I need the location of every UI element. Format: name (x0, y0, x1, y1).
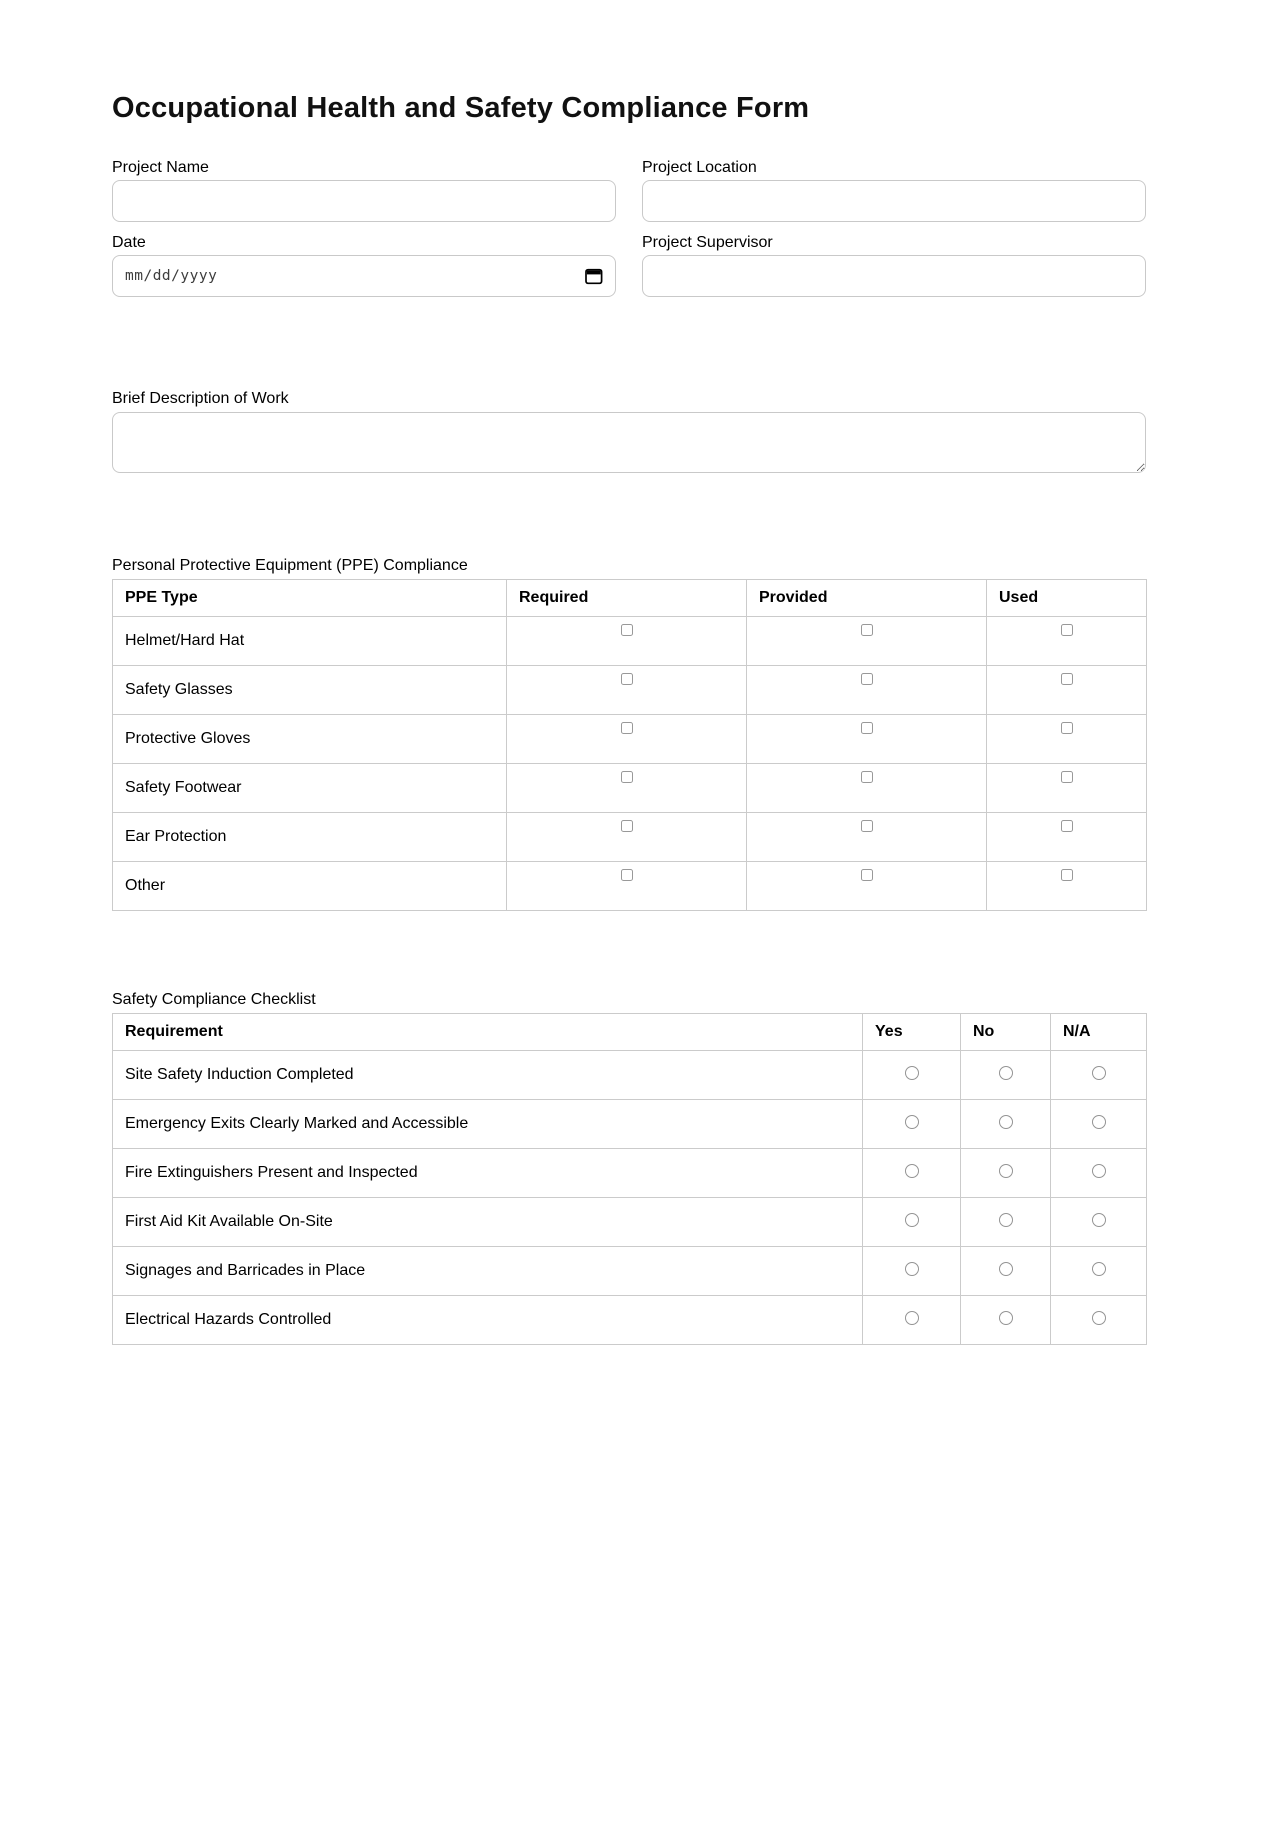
na-radio[interactable] (1092, 1115, 1106, 1129)
yes-radio[interactable] (905, 1115, 919, 1129)
ppe-required-checkbox[interactable] (621, 624, 633, 636)
ppe-section (112, 556, 1146, 911)
requirement-header: Requirement (113, 1014, 863, 1051)
ppe-section-label: Personal Protective Equipment (PPE) Compliance (112, 557, 468, 574)
project-location-field (642, 158, 1146, 222)
checklist-header-row (113, 1014, 1147, 1051)
ppe-type-header: PPE Type (113, 580, 507, 617)
ppe-row (113, 666, 1147, 715)
ppe-required-header: Required (507, 580, 747, 617)
work-description-label: Brief Description of Work (112, 390, 289, 407)
checklist-table (112, 1013, 1147, 1345)
work-description-field (112, 389, 1146, 473)
ppe-required-checkbox[interactable] (621, 722, 633, 734)
ppe-provided-header: Provided (747, 580, 987, 617)
no-radio[interactable] (999, 1213, 1013, 1227)
ppe-provided-checkbox[interactable] (861, 673, 873, 685)
requirement-label: Fire Extinguishers Present and Inspected (113, 1149, 863, 1198)
no-radio[interactable] (999, 1164, 1013, 1178)
ppe-table (112, 579, 1147, 911)
work-description-textarea[interactable] (112, 412, 1146, 473)
checklist-row (113, 1149, 1147, 1198)
yes-radio[interactable] (905, 1262, 919, 1276)
ppe-row (113, 862, 1147, 911)
ppe-provided-checkbox[interactable] (861, 771, 873, 783)
ppe-required-checkbox[interactable] (621, 820, 633, 832)
no-radio[interactable] (999, 1115, 1013, 1129)
ppe-used-header: Used (987, 580, 1147, 617)
checklist-row (113, 1247, 1147, 1296)
ppe-type-label: Safety Footwear (113, 764, 507, 813)
ppe-type-label: Other (113, 862, 507, 911)
checklist-row (113, 1051, 1147, 1100)
no-header: No (961, 1014, 1051, 1051)
requirement-label: Signages and Barricades in Place (113, 1247, 863, 1296)
ppe-header-row (113, 580, 1147, 617)
project-location-input[interactable] (642, 180, 1146, 222)
ppe-provided-checkbox[interactable] (861, 820, 873, 832)
ppe-required-checkbox[interactable] (621, 673, 633, 685)
ppe-required-checkbox[interactable] (621, 869, 633, 881)
checklist-row (113, 1198, 1147, 1247)
project-supervisor-input[interactable] (642, 255, 1146, 297)
checklist-section-label: Safety Compliance Checklist (112, 991, 316, 1008)
no-radio[interactable] (999, 1311, 1013, 1325)
yes-radio[interactable] (905, 1164, 919, 1178)
ppe-used-checkbox[interactable] (1061, 820, 1073, 832)
checklist-row (113, 1100, 1147, 1149)
checklist-row (113, 1296, 1147, 1345)
date-input[interactable] (112, 255, 616, 297)
project-supervisor-label: Project Supervisor (642, 234, 773, 251)
page-title: Occupational Health and Safety Compliance Form (112, 92, 810, 124)
project-info-grid (112, 158, 1146, 308)
yes-radio[interactable] (905, 1066, 919, 1080)
project-location-label: Project Location (642, 159, 757, 176)
ppe-used-checkbox[interactable] (1061, 869, 1073, 881)
date-label: Date (112, 234, 146, 251)
project-name-label: Project Name (112, 159, 209, 176)
ppe-used-checkbox[interactable] (1061, 722, 1073, 734)
ppe-used-checkbox[interactable] (1061, 771, 1073, 783)
requirement-label: Site Safety Induction Completed (113, 1051, 863, 1100)
ppe-type-label: Helmet/Hard Hat (113, 617, 507, 666)
ppe-used-checkbox[interactable] (1061, 624, 1073, 636)
ppe-row (113, 764, 1147, 813)
ppe-type-label: Safety Glasses (113, 666, 507, 715)
yes-radio[interactable] (905, 1311, 919, 1325)
requirement-label: Emergency Exits Clearly Marked and Accessible (113, 1100, 863, 1149)
yes-radio[interactable] (905, 1213, 919, 1227)
ppe-type-label: Ear Protection (113, 813, 507, 862)
yes-header: Yes (863, 1014, 961, 1051)
project-supervisor-field (642, 233, 1146, 297)
ppe-provided-checkbox[interactable] (861, 869, 873, 881)
na-radio[interactable] (1092, 1213, 1106, 1227)
na-radio[interactable] (1092, 1066, 1106, 1080)
project-name-input[interactable] (112, 180, 616, 222)
ppe-type-label: Protective Gloves (113, 715, 507, 764)
no-radio[interactable] (999, 1262, 1013, 1276)
na-radio[interactable] (1092, 1164, 1106, 1178)
project-name-field (112, 158, 616, 222)
requirement-label: Electrical Hazards Controlled (113, 1296, 863, 1345)
ppe-row (113, 617, 1147, 666)
na-radio[interactable] (1092, 1311, 1106, 1325)
date-field (112, 233, 616, 297)
na-radio[interactable] (1092, 1262, 1106, 1276)
ppe-row (113, 715, 1147, 764)
ppe-used-checkbox[interactable] (1061, 673, 1073, 685)
calendar-icon[interactable] (585, 268, 603, 285)
requirement-label: First Aid Kit Available On-Site (113, 1198, 863, 1247)
no-radio[interactable] (999, 1066, 1013, 1080)
checklist-section (112, 990, 1146, 1345)
ppe-required-checkbox[interactable] (621, 771, 633, 783)
na-header: N/A (1051, 1014, 1147, 1051)
ppe-provided-checkbox[interactable] (861, 722, 873, 734)
ppe-row (113, 813, 1147, 862)
ppe-provided-checkbox[interactable] (861, 624, 873, 636)
